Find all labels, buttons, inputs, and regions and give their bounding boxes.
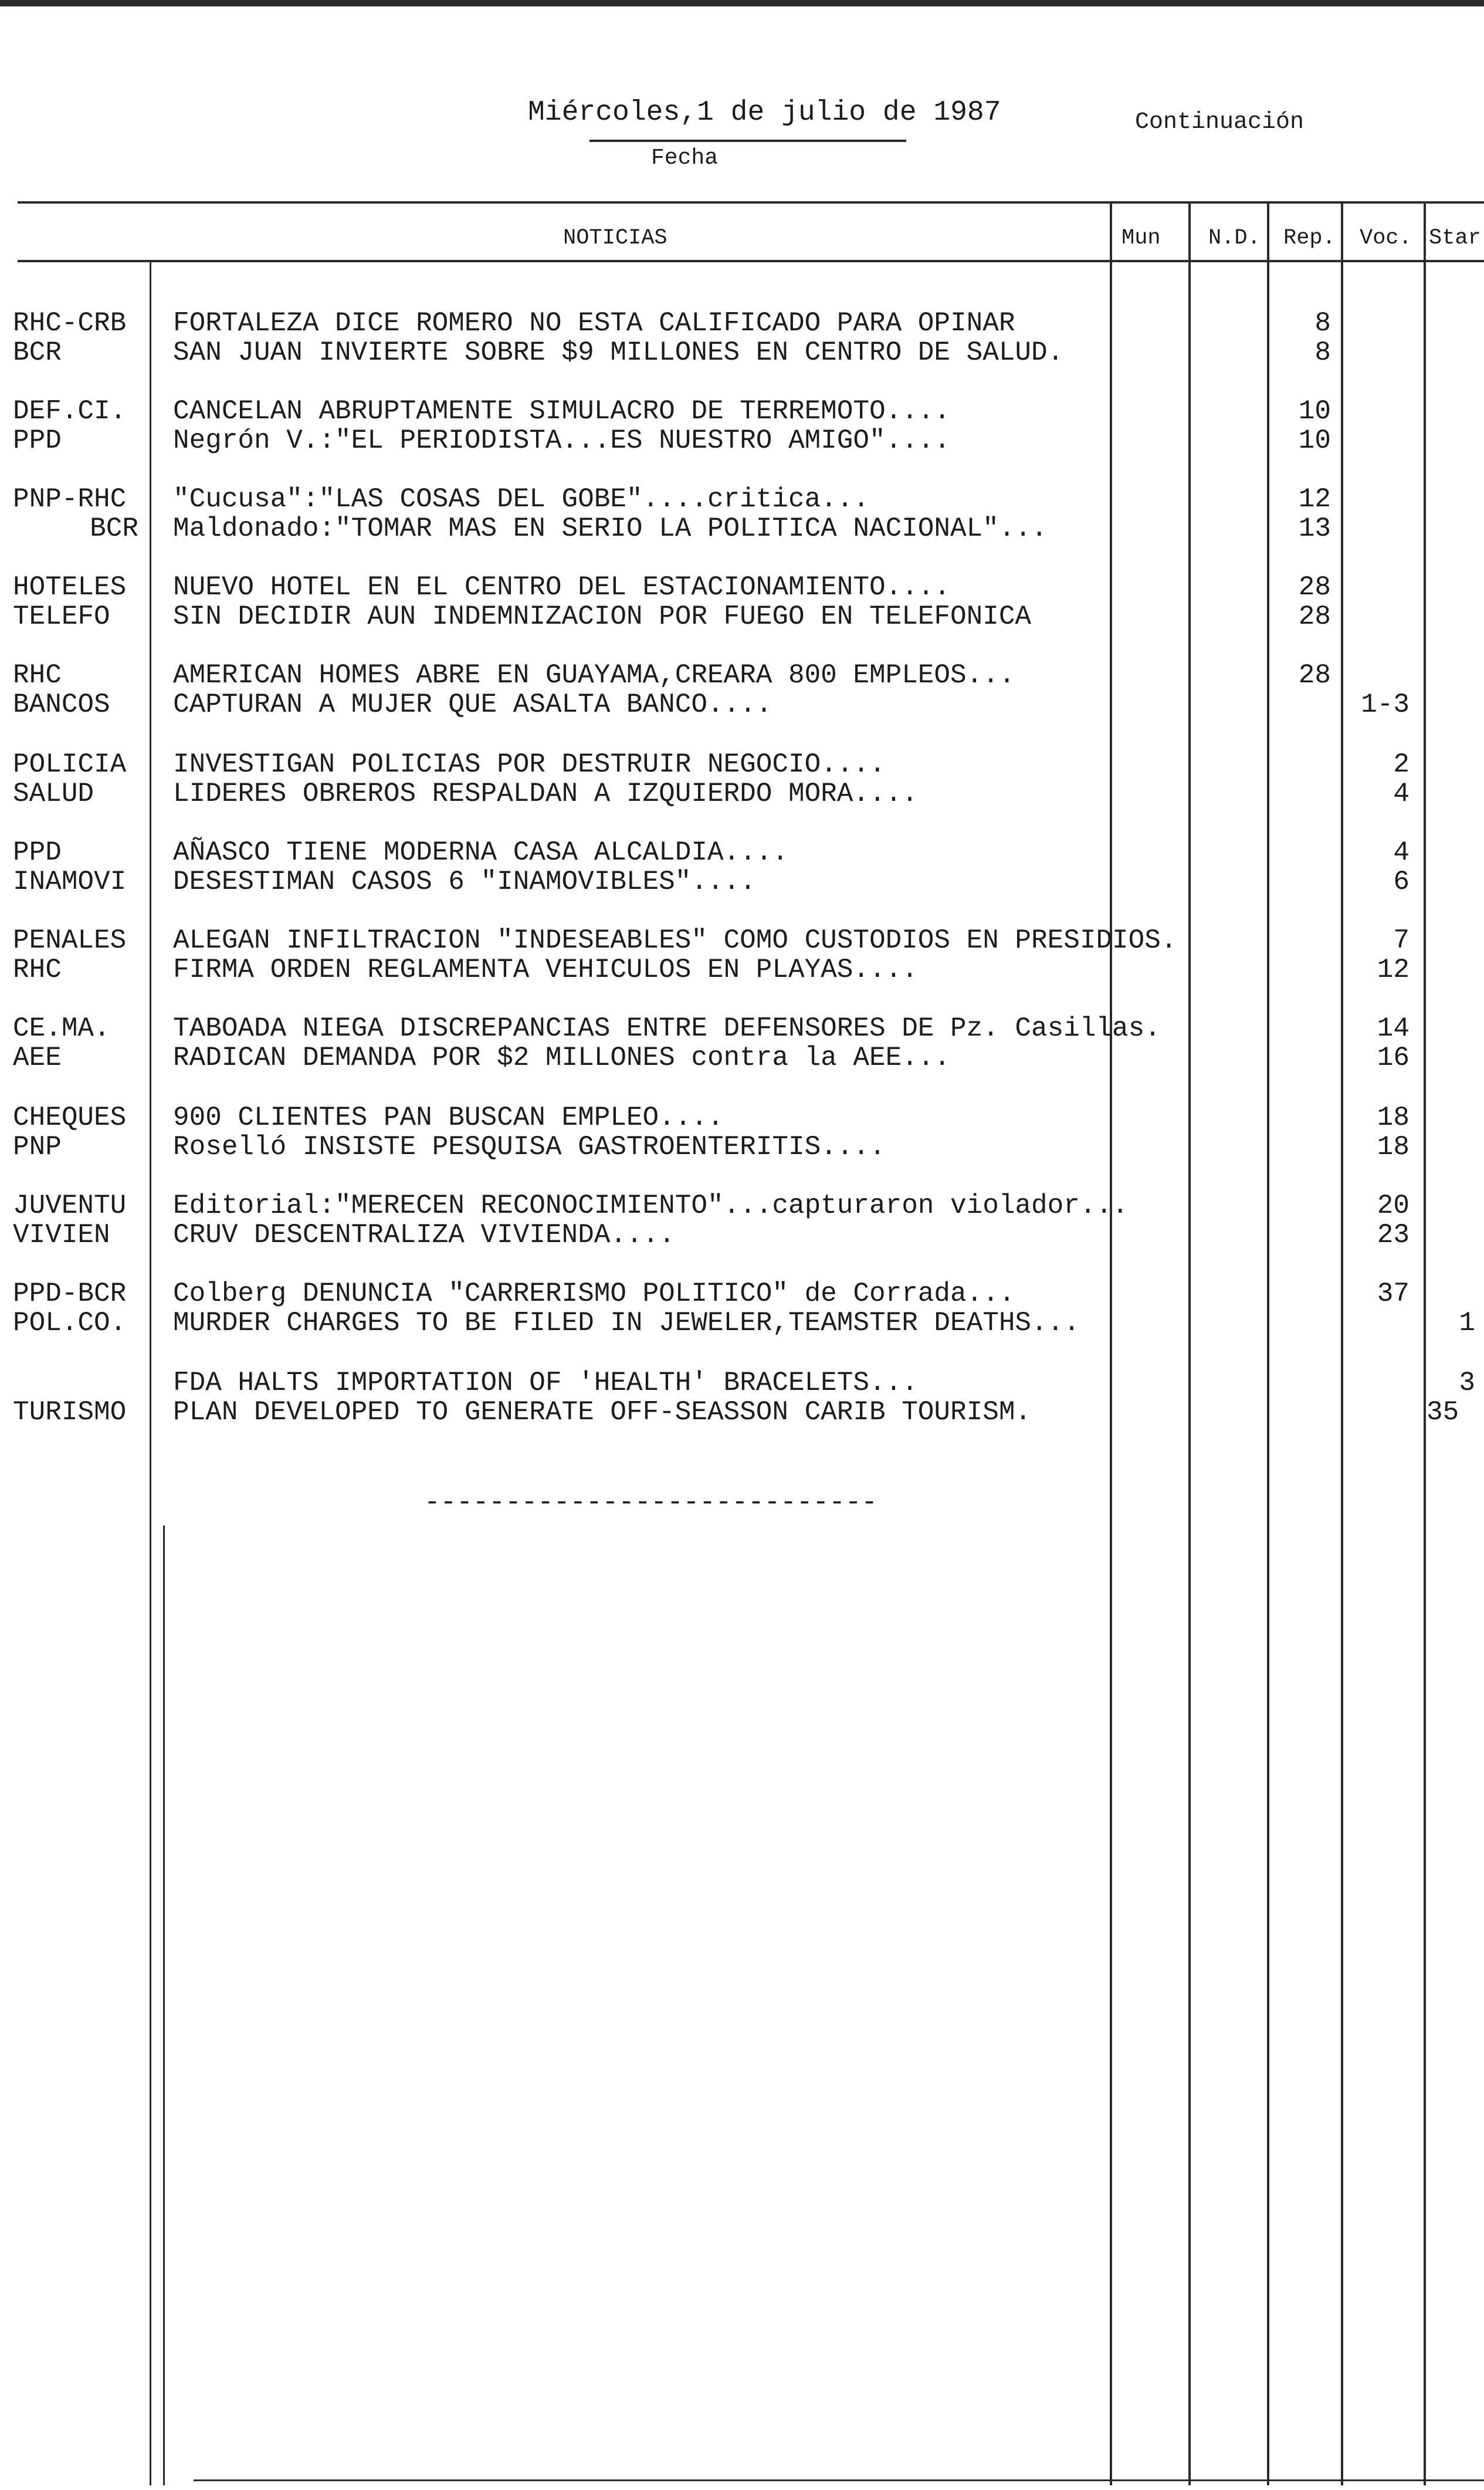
- header-bottom-rule: [18, 260, 1484, 262]
- section-code: POLICIA: [13, 749, 127, 780]
- section-code: SALUD: [13, 779, 94, 809]
- headline: ALEGAN INFILTRACION "INDESEABLES" COMO CUSTODIOS EN PRESIDIOS.: [173, 925, 1177, 956]
- headline: MURDER CHARGES TO BE FILED IN JEWELER,TEAMSTER DEATHS...: [173, 1308, 1080, 1338]
- section-code: PNP-RHC: [13, 484, 127, 515]
- rep-page: 10: [1298, 425, 1331, 456]
- headline: PLAN DEVELOPED TO GENERATE OFF-SEASSON CARIB TOURISM.: [173, 1397, 1032, 1427]
- voc-header: Voc.: [1360, 226, 1412, 251]
- rep-page: 28: [1298, 660, 1331, 691]
- headline: CAPTURAN A MUJER QUE ASALTA BANCO....: [173, 689, 773, 720]
- headline: Negrón V.:"EL PERIODISTA...ES NUESTRO AMIGO"....: [173, 425, 951, 456]
- section-code: BCR: [13, 337, 62, 368]
- section-code: PPD-BCR: [13, 1278, 127, 1309]
- headline: Colberg DENUNCIA "CARRERISMO POLITICO" de Corrada...: [173, 1278, 1015, 1309]
- mun-header: Mun: [1122, 226, 1161, 251]
- page-bottom-rule: [194, 2479, 1484, 2481]
- section-code: INAMOVI: [13, 867, 127, 897]
- headline: FIRMA ORDEN REGLAMENTA VEHICULOS EN PLAYAS....: [173, 955, 918, 985]
- section-column-divider-lower: [163, 1525, 165, 2485]
- section-code: TELEFO: [13, 601, 110, 632]
- voc-page: 12: [1377, 955, 1410, 985]
- voc-page: 18: [1377, 1102, 1410, 1133]
- voc-page: 4: [1393, 779, 1410, 809]
- voc-page: 6: [1393, 867, 1410, 897]
- section-code: VIVIEN: [13, 1220, 110, 1250]
- section-code: DEF.CI.: [13, 396, 127, 427]
- table-row: [0, 396, 1484, 427]
- voc-page: 1-3: [1361, 689, 1410, 720]
- voc-page: 23: [1377, 1220, 1410, 1250]
- headline: RADICAN DEMANDA POR $2 MILLONES contra la AEE...: [173, 1043, 951, 1073]
- table-row: [0, 1308, 1484, 1338]
- top-border: [0, 0, 1484, 6]
- star-page: 1: [1459, 1308, 1475, 1338]
- section-code: PPD: [13, 837, 62, 868]
- headline: FORTALEZA DICE ROMERO NO ESTA CALIFICADO PARA OPINAR: [173, 308, 1015, 339]
- table-row: [0, 689, 1484, 720]
- table-row: [0, 867, 1484, 897]
- headline: CANCELAN ABRUPTAMENTE SIMULACRO DE TERREMOTO....: [173, 396, 951, 427]
- rep-page: 28: [1298, 572, 1331, 603]
- section-code: HOTELES: [13, 572, 127, 603]
- headline: AÑASCO TIENE MODERNA CASA ALCALDIA....: [173, 837, 788, 868]
- section-code: AEE: [13, 1043, 62, 1073]
- headline: CRUV DESCENTRALIZA VIVIENDA....: [173, 1220, 675, 1250]
- section-code: POL.CO.: [13, 1308, 127, 1338]
- section-code: CHEQUES: [13, 1102, 127, 1133]
- rep-page: 28: [1298, 601, 1331, 632]
- table-row: [0, 660, 1484, 691]
- headline: DESESTIMAN CASOS 6 "INAMOVIBLES"....: [173, 867, 756, 897]
- table-row: [0, 1190, 1484, 1221]
- rep-page: 10: [1298, 396, 1331, 427]
- section-code: PPD: [13, 425, 62, 456]
- rep-page: 13: [1298, 513, 1331, 544]
- headline: "Cucusa":"LAS COSAS DEL GOBE"....critica...: [173, 484, 869, 515]
- table-row: [0, 749, 1484, 780]
- headline: LIDERES OBREROS RESPALDAN A IZQUIERDO MORA....: [173, 779, 918, 809]
- headline: Roselló INSISTE PESQUISA GASTROENTERITIS....: [173, 1132, 886, 1162]
- section-code: RHC: [13, 955, 62, 985]
- rep-page: 8: [1314, 337, 1331, 368]
- headline: 900 CLIENTES PAN BUSCAN EMPLEO....: [173, 1102, 724, 1133]
- headline: Editorial:"MERECEN RECONOCIMIENTO"...capturaron violador...: [173, 1190, 1129, 1221]
- headline: INVESTIGAN POLICIAS POR DESTRUIR NEGOCIO....: [173, 749, 886, 780]
- rep-page: 8: [1314, 308, 1331, 339]
- section-code: TURISMO: [13, 1397, 127, 1427]
- headline: AMERICAN HOMES ABRE EN GUAYAMA,CREARA 800 EMPLEOS...: [173, 660, 1015, 691]
- headline: TABOADA NIEGA DISCREPANCIAS ENTRE DEFENSORES DE Pz. Casillas.: [173, 1013, 1161, 1044]
- headline: SAN JUAN INVIERTE SOBRE $9 MILLONES EN CENTRO DE SALUD.: [173, 337, 1064, 368]
- table-row: [0, 1220, 1484, 1250]
- rep-header: Rep.: [1283, 226, 1336, 251]
- voc-page: 37: [1377, 1278, 1410, 1309]
- headline: NUEVO HOTEL EN EL CENTRO DEL ESTACIONAMIENTO....: [173, 572, 951, 603]
- headline: SIN DECIDIR AUN INDEMNIZACION POR FUEGO EN TELEFONICA: [173, 601, 1032, 632]
- section-code: JUVENTU: [13, 1190, 127, 1221]
- section-code: RHC: [13, 660, 62, 691]
- table-row: [0, 955, 1484, 985]
- table-row: [0, 425, 1484, 456]
- date-label: Fecha: [651, 146, 719, 171]
- section-code: BCR: [90, 513, 138, 544]
- section-code: CE.MA.: [13, 1013, 110, 1044]
- voc-page: 16: [1377, 1043, 1410, 1073]
- voc-page: 4: [1393, 837, 1410, 868]
- voc-page: 18: [1377, 1132, 1410, 1162]
- star-header: Star: [1429, 226, 1481, 251]
- star-page: 3: [1459, 1368, 1475, 1398]
- table-row: [0, 837, 1484, 868]
- table-row: [0, 484, 1484, 515]
- date-value: Miércoles,1 de julio de 1987: [528, 97, 1001, 128]
- table-row: [0, 337, 1484, 368]
- table-row: [0, 1132, 1484, 1162]
- table-row: [0, 572, 1484, 603]
- nd-header: N.D.: [1208, 226, 1261, 251]
- star-page: 35: [1427, 1397, 1459, 1427]
- date-underline: [589, 140, 906, 142]
- table-row: [0, 1368, 1484, 1398]
- continuation-label: Continuación: [1135, 109, 1305, 136]
- table-row: [0, 1043, 1484, 1073]
- table-row: [0, 513, 1484, 544]
- rep-page: 12: [1298, 484, 1331, 515]
- voc-page: 7: [1393, 925, 1410, 956]
- section-code: PNP: [13, 1132, 62, 1162]
- noticias-header: NOTICIAS: [563, 226, 668, 251]
- closing-dashed-rule: ----------------------------: [424, 1487, 877, 1518]
- headline: Maldonado:"TOMAR MAS EN SERIO LA POLITICA NACIONAL"...: [173, 513, 1048, 544]
- voc-page: 20: [1377, 1190, 1410, 1221]
- table-row: [0, 1278, 1484, 1309]
- header-top-rule: [18, 201, 1484, 204]
- voc-page: 14: [1377, 1013, 1410, 1044]
- section-code: BANCOS: [13, 689, 110, 720]
- table-row: [0, 1013, 1484, 1044]
- table-row: [0, 308, 1484, 339]
- table-row: [0, 601, 1484, 632]
- headline: FDA HALTS IMPORTATION OF 'HEALTH' BRACELETS...: [173, 1368, 918, 1398]
- voc-page: 2: [1393, 749, 1410, 780]
- table-row: [0, 925, 1484, 956]
- table-row: [0, 1102, 1484, 1133]
- section-code: RHC-CRB: [13, 308, 127, 339]
- section-code: PENALES: [13, 925, 127, 956]
- table-row: [0, 779, 1484, 809]
- table-row: [0, 1397, 1484, 1427]
